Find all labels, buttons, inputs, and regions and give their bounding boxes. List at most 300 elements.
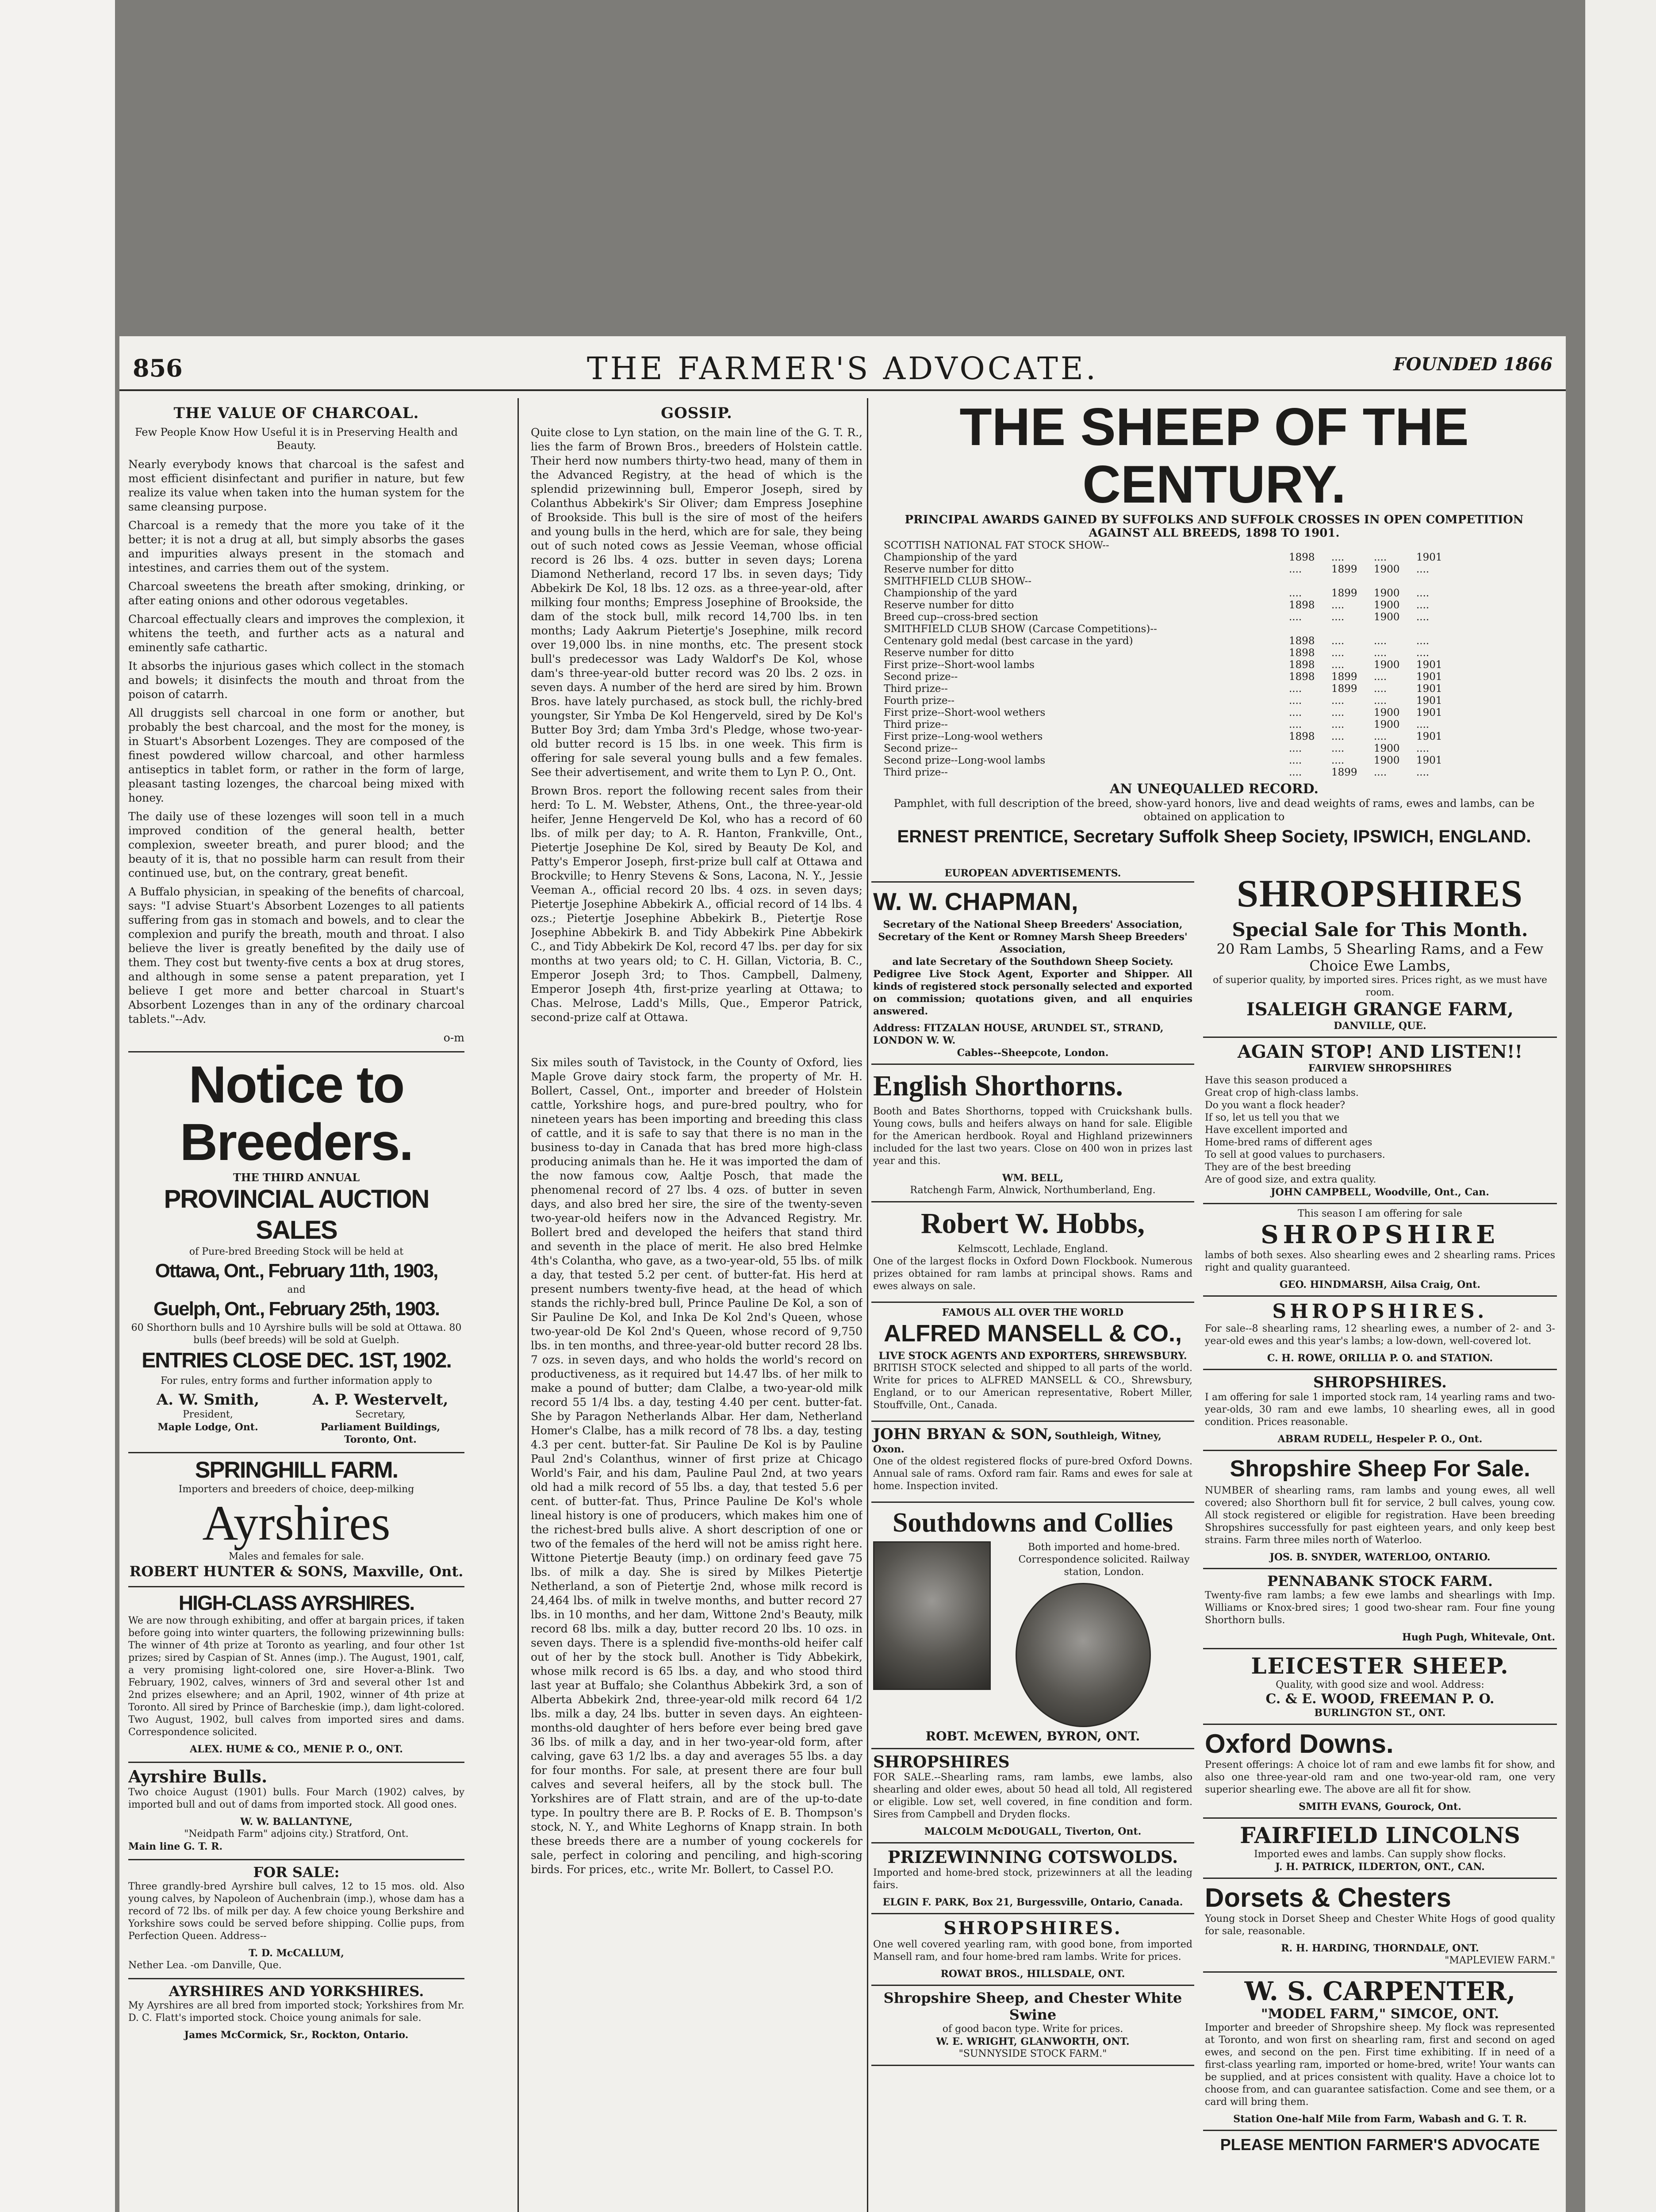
award-label: Reserve number for ditto	[884, 599, 1014, 611]
award-year: ....	[1416, 635, 1430, 647]
forsale-ad	[128, 1859, 464, 1972]
paragraph: Brown Bros. report the following recent sales from their herd: To L. M. Webster, Athens, Ont., the three-year-old heifer, Jenne Hengerveld De Kol, who has a record of 60 lbs. of milk per day; to A. R. Hanton, Frankville, Ont., Pietertje Josephine De Kol, sired by Beauty De Kol, and Patty's Emperor Joseph, first-prize bull calf at Ottawa and Brockville; to Henry Stevens & Sons, Lacona, N. Y., Jessie Veeman A., official record 20 lbs. 4 ozs. in seven days; Pietertje Josephine Abbekirk A., official record of 14 lbs. 4 ozs.; Pietertje Josephine Abbekirk B., Pietertje Rose Josephine Abbekirk B. and Tidy Abbekirk Pine Abbekirk C., and Tidy Abbekirk De Kol, record 47 lbs. per day for six months at two years old; to C. H. Gillan, Victoria, B. C., Emperor Joseph 3rd; to Thos. Campbell, Dalmeny, Emperor Joseph 4th, first-prize yearling at Ottawa; to Chas. Melrose, Ladd's Mills, Que., Emperor Patrick, second-prize calf at Ottawa.	[531, 784, 862, 1024]
paragraph: Quite close to Lyn station, on the main line of the G. T. R., lies the farm of Brown Bros., breeders of Holstein cattle. Their herd now numbers thirty-two head, many of them in the Advanced Registry, at the head of which is the splendid prizewinning bull, Emperor Joseph, sired by Colanthus Abbekirk's Sir Oliver; dam Empress Josephine of Brookside. This bull is the sire of most of the heifers and young bulls in the herd, which are for sale, they being out of such noted cows as Jessie Veeman, whose official record is 26 lbs. 4 ozs. butter in seven days; Lorena Diamond Netherland, record 17 lbs. in seven days; Tidy Abbekirk De Kol, 18 lbs. 12 ozs. as a three-year-old, after milking four months; Empress Josephine of Brookside, the dam of the stock bull, milk record 14,700 lbs. in ten months; Lady Aakrum Pietertje's Josephine, milk record over 19,000 lbs. in nine months, etc. The present stock bull's predecessor was Lady Waldorf's De Kol, whose dam's three-year-old butter record was 20 lbs. 2 ozs. in seven days. A number of the herd are sired by him. Brown Bros. have lately purchased, as stock bull, the richly-bred youngster, Sir Ymba De Kol Hengerveld, sired by De Kol's Butter Boy 3rd; dam Ymba 3rd's Pledge, whose two-year-old butter record is 15 lbs. in one week. This firm is offering for sale several young bulls and a few females. See their advertisement, and write them to Lyn P. O., Ont.	[531, 426, 862, 779]
award-row	[880, 599, 1455, 611]
ad-line: If so, let us tell you that we	[1205, 1112, 1340, 1123]
ad-subtitle: "MODEL FARM," SIMCOE, ONT.	[1261, 2006, 1499, 2022]
ad-line: Station One-half Mile from Farm, Wabash and G. T. R.	[1233, 2113, 1527, 2125]
award-year: ....	[1331, 635, 1345, 647]
ad-line: Secretary of the Kent or Romney Marsh Sheep Breeders' Association,	[878, 931, 1188, 955]
award-year: 1900	[1374, 743, 1400, 754]
ad-headline: SHROPSHIRE	[1261, 1220, 1499, 1249]
award-year	[1328, 576, 1370, 588]
ad-line: For rules, entry forms and further information apply to	[161, 1375, 432, 1386]
award-row	[880, 731, 1455, 743]
ad-owner: T. D. McCALLUM,	[249, 1947, 344, 1959]
award-label: Third prize--	[884, 767, 948, 778]
ad-headline: Ayrshires	[202, 1496, 391, 1551]
ad-headline: SHROPSHIRES	[1237, 872, 1523, 915]
ad-owner: James McCormick, Sr., Rockton, Ontario.	[184, 2029, 409, 2041]
contact-name: A. W. Smith,	[156, 1391, 260, 1409]
award-year: 1900	[1374, 707, 1400, 718]
scan-background-right	[1585, 0, 1656, 2212]
contact-name: A. P. Westervelt,	[312, 1391, 448, 1409]
ad-headline: SHROPSHIRES.	[1313, 1374, 1447, 1391]
ad-text: Young stock in Dorset Sheep and Chester White Hogs of good quality for sale, reasonable.	[1205, 1913, 1555, 1937]
ad-line: FAMOUS ALL OVER THE WORLD	[942, 1307, 1124, 1318]
founded-date: FOUNDED 1866	[1393, 354, 1552, 375]
ad-owner: WM. BELL,	[1002, 1172, 1064, 1184]
award-year: ....	[1331, 755, 1345, 766]
ad-owner: W. W. BALLANTYNE,	[240, 1816, 353, 1828]
ad-text: One of the largest flocks in Oxford Down Flockbook. Numerous prizes obtained for ram lambs at principal shows. Rams and ewes always on sale.	[873, 1256, 1192, 1292]
ad-text: lambs of both sexes. Also shearling ewes and 2 shearling rams. Prices right and quality guaranteed.	[1205, 1250, 1555, 1273]
ad-line: This season I am offering for sale	[1298, 1208, 1462, 1219]
ad-text: of superior quality, by imported sires. Prices right, as we must have room.	[1212, 975, 1548, 998]
award-year: 1900	[1374, 659, 1400, 671]
ad-subtitle: Special Sale for This Month.	[1232, 919, 1528, 941]
award-year: ....	[1331, 552, 1345, 563]
ad-owner: ELGIN F. PARK, Box 21, Burgessville, Ontario, Canada.	[882, 1897, 1183, 1908]
award-year: 1901	[1416, 695, 1442, 707]
section-title: EUROPEAN ADVERTISEMENTS.	[871, 867, 1194, 883]
award-year: ....	[1331, 743, 1345, 754]
award-year: 1898	[1289, 552, 1315, 563]
rudell-ad	[1203, 1370, 1557, 1451]
award-row	[880, 695, 1455, 707]
award-label: Reserve number for ditto	[884, 647, 1014, 659]
ad-line: Males and females for sale.	[228, 1551, 364, 1562]
gossip-title: GOSSIP.	[661, 404, 732, 422]
ad-headline: PENNABANK STOCK FARM.	[1267, 1573, 1493, 1590]
award-year: ....	[1374, 683, 1387, 695]
newspaper-page	[119, 336, 1566, 2212]
award-label: Third prize--	[884, 719, 948, 730]
award-year: ....	[1374, 695, 1387, 707]
award-year: ....	[1331, 611, 1345, 623]
award-year: 1901	[1416, 552, 1442, 563]
award-year: ....	[1289, 707, 1302, 718]
ad-owner: C. & E. WOOD, FREEMAN P. O.	[1265, 1691, 1495, 1707]
ad-owner: C. H. ROWE, ORILLIA P. O. and STATION.	[1267, 1352, 1493, 1364]
award-label: Championship of the yard	[884, 588, 1017, 599]
ad-owner: JOS. B. SNYDER, WATERLOO, ONTARIO.	[1269, 1551, 1491, 1563]
highclass-ad	[128, 1586, 464, 1755]
ad-line: DANVILLE, QUE.	[1334, 1020, 1426, 1032]
award-year: 1898	[1289, 671, 1315, 683]
paragraph: Nearly everybody knows that charcoal is the safest and most efficient disinfectant and purifier in nature, but few realize its value when taken into the human system for the same cleansing purpose.	[128, 458, 464, 513]
award-row	[880, 671, 1455, 683]
sheep-of-century-ad	[871, 398, 1557, 858]
award-year: 1900	[1374, 599, 1400, 611]
mcdougall-shropshires-ad	[871, 1749, 1194, 1843]
award-year: 1899	[1331, 683, 1357, 695]
ad-line: and late Secretary of the Southdown Sheep Society.	[892, 956, 1173, 968]
award-year: ....	[1374, 635, 1387, 647]
paragraph: All druggists sell charcoal in one form or another, but probably the best charcoal, and the most for the money, is in Stuart's Absorbent Lozenges. They are composed of the finest powdered willow charcoal, and other harmless antiseptics in tablet form, or rather in the form of large, pleasant tasting lozenges, the charcoal being mixed with honey.	[128, 707, 464, 804]
springhill-ad	[128, 1452, 464, 1580]
footer-notice: PLEASE MENTION FARMER'S ADVOCATE	[1220, 2135, 1540, 2154]
ad-line: Cables--Sheepcote, London.	[957, 1047, 1109, 1059]
award-row	[880, 707, 1455, 719]
award-year: ....	[1289, 719, 1302, 730]
paragraph: Charcoal effectually clears and improves the complexion, it whitens the teeth, and further acts as a natural and eminently safe cathartic.	[128, 613, 464, 654]
award-year: ....	[1416, 647, 1430, 659]
ad-headline: SHROPSHIRES	[873, 1753, 1010, 1771]
award-label: Centenary gold medal (best carcase in the yard)	[884, 635, 1133, 647]
again-stop-ad	[1203, 1038, 1557, 1204]
ad-headline: Oxford Downs.	[1205, 1729, 1394, 1759]
paragraph: It absorbs the injurious gases which collect in the stomach and bowels; it disinfects the mouth and throat from the poison of catarrh.	[128, 660, 464, 701]
ad-text: Imported and home-bred stock, prizewinners at all the leading fairs.	[873, 1867, 1192, 1891]
award-year: 1900	[1374, 611, 1400, 623]
contact-place: Parliament Buildings, Toronto, Ont.	[320, 1421, 441, 1445]
ad-contacts	[128, 1391, 464, 1446]
paragraph: Charcoal is a remedy that the more you take of it the better; it is not a drug at all, but simply absorbs the gases and impurities always present in the stomach and intestines, and carries them out of the system.	[128, 519, 464, 574]
ad-owner: J. H. PATRICK, ILDERTON, ONT., CAN.	[1275, 1861, 1485, 1873]
award-year: ....	[1416, 611, 1430, 623]
award-year: ....	[1289, 611, 1302, 623]
column-sheep-ads	[1203, 867, 1557, 2212]
award-year: ....	[1374, 552, 1387, 563]
ad-line: Home-bred rams of different ages	[1205, 1137, 1372, 1148]
cotswolds-ad	[871, 1843, 1194, 1914]
snyder-ad	[1203, 1451, 1557, 1569]
ad-line: Are of good size, and extra quality.	[1205, 1174, 1376, 1185]
shorthorns-ad	[871, 1065, 1194, 1202]
award-year: 1899	[1331, 671, 1357, 683]
award-year: 1899	[1331, 588, 1357, 599]
award-year: ....	[1331, 731, 1345, 742]
paragraph: A Buffalo physician, in speaking of the benefits of charcoal, says: "I advise Stuart's Absorbent Lozenges to all patients suffering from gas in stomach and bowels, and to clear the complexion and purify the breath, mouth and throat. I also believe the liver is greatly benefited by the daily use of them. They cost but twenty-five cents a box at drug stores, and although in some sense a patent preparation, yet I believe I get more and better charcoal in Stuart's Absorbent Lozenges than in any of the ordinary charcoal tablets."--Adv.	[128, 885, 464, 1025]
award-year	[1285, 540, 1328, 552]
award-row	[880, 564, 1455, 576]
ad-owner: ALEX. HUME & CO., MENIE P. O., ONT.	[190, 1743, 403, 1755]
award-year: 1899	[1331, 564, 1357, 575]
ad-line: Main line G. T. R.	[128, 1841, 223, 1852]
ad-owner: ISALEIGH GRANGE FARM,	[1246, 999, 1514, 1020]
award-row	[880, 611, 1455, 623]
ad-text: BRITISH STOCK selected and shipped to all parts of the world. Write for prices to ALFRED MANSELL & CO., Shrewsbury, England, or to our American representative, Robert Miller, Stouffville, Ont., Canada.	[873, 1363, 1192, 1411]
ad-headline: PROVINCIAL AUCTION SALES	[164, 1185, 429, 1244]
ad-text: 20 Ram Lambs, 5 Shearling Rams, and a Few Choice Ewe Lambs,	[1216, 941, 1544, 974]
award-year: ....	[1331, 647, 1345, 659]
wright-ad	[871, 1986, 1194, 2066]
award-label: SMITHFIELD CLUB SHOW--	[884, 576, 1032, 587]
ad-line: 60 Shorthorn bulls and 10 Ayrshire bulls will be sold at Ottawa. 80 bulls (beef breeds) will be sold at Guelph.	[131, 1322, 462, 1346]
award-year	[1370, 623, 1413, 635]
ad-owner: ROBT. McEWEN, BYRON, ONT.	[925, 1729, 1140, 1743]
masthead: THE FARMER'S ADVOCATE.	[586, 350, 1099, 387]
award-label: First prize--Short-wool wethers	[884, 707, 1046, 718]
signature: o-m	[443, 1031, 464, 1044]
ad-line: Secretary of the National Sheep Breeders' Association,	[883, 919, 1183, 930]
contact-role: President,	[183, 1409, 233, 1420]
ad-headline: ENTRIES CLOSE DEC. 1ST, 1902.	[142, 1349, 451, 1372]
dorsets-ad	[1203, 1879, 1557, 1973]
award-year: ....	[1416, 743, 1430, 754]
ad-headline: JOHN BRYAN & SON,	[873, 1425, 1053, 1443]
award-row	[880, 552, 1455, 564]
award-label: Breed cup--cross-bred section	[884, 611, 1039, 623]
ad-date: Ottawa, Ont., February 11th, 1903,	[155, 1260, 438, 1282]
award-label: Second prize--	[884, 743, 958, 754]
column-rule	[518, 398, 519, 2212]
award-year	[1285, 623, 1328, 635]
article-subtitle: Few People Know How Useful it is in Preserving Health and Beauty.	[134, 426, 458, 452]
scan-background-left	[0, 0, 115, 2212]
award-label: SCOTTISH NATIONAL FAT STOCK SHOW--	[884, 540, 1109, 551]
ad-line: Have this season produced a	[1205, 1075, 1347, 1086]
ad-owner: GEO. HINDMARSH, Ailsa Craig, Ont.	[1279, 1279, 1481, 1290]
ad-text: Booth and Bates Shorthorns, topped with Cruickshank bulls. Young cows, bulls and heifers always on hand for sale. Eligible for the American herdbook. Royal and Highland prizewinners included for the last two years. Close on 400 won in prizes last year and this.	[873, 1106, 1192, 1167]
award-year: ....	[1374, 647, 1387, 659]
ad-lines	[1205, 1075, 1555, 1186]
ad-headline: PRIZEWINNING COTSWOLDS.	[887, 1847, 1178, 1867]
ad-line: of Pure-bred Breeding Stock will be held at	[189, 1246, 404, 1257]
ad-text: NUMBER of shearling rams, ram lambs and young ewes, all well covered; also Shorthorn bull fit for service, 2 bull calves, young cow. All stock registered or eligible for registration. Have been breeding Shropshires successfully for past eighteen years, and only keep best strains. Farm three miles north of Waterloo.	[1205, 1485, 1555, 1546]
page-header	[119, 336, 1566, 391]
award-year: 1898	[1289, 659, 1315, 671]
paragraph: Charcoal sweetens the breath after smoking, drinking, or after eating onions and other odorous vegetables.	[128, 580, 464, 607]
award-row	[880, 588, 1455, 599]
rowat-ad	[871, 1914, 1194, 1986]
ad-headline: SHROPSHIRES.	[943, 1918, 1122, 1939]
ad-text: One of the oldest registered flocks of pure-bred Oxford Downs. Annual sale of rams. Oxford ram fair. Rams and ewes for sale at home. Inspection invited.	[873, 1456, 1192, 1492]
ad-headline: Shropshire Sheep, and Chester White Swine	[883, 1989, 1182, 2023]
award-year: 1898	[1289, 635, 1315, 647]
award-label: Third prize--	[884, 683, 948, 695]
ad-text: One well covered yearling ram, with good bone, from imported Mansell ram, and four home-bred ram lambs. Write for prices.	[873, 1939, 1192, 1962]
award-year: 1900	[1374, 755, 1400, 766]
award-year: 1898	[1289, 599, 1315, 611]
ad-line: They are of the best breeding	[1205, 1162, 1351, 1173]
award-label: Championship of the yard	[884, 552, 1017, 563]
ad-line: Have excellent imported and	[1205, 1125, 1348, 1136]
southdowns-ad	[871, 1503, 1194, 1749]
ad-headline: W. W. CHAPMAN,	[873, 887, 1078, 915]
award-year: ....	[1289, 683, 1302, 695]
ad-owner: ABRAM RUDELL, Hespeler P. O., Ont.	[1277, 1433, 1483, 1445]
award-year: ....	[1331, 719, 1345, 730]
ad-text: of good bacon type. Write for prices.	[942, 2024, 1123, 2035]
ad-headline: Ayrshire Bulls.	[128, 1767, 268, 1786]
column-1	[128, 398, 464, 2212]
pamphlet-line: Pamphlet, with full description of the breed, show-yard honors, live and dead weights of rams, ewes and lambs, can be obtained on application to	[893, 797, 1535, 823]
award-year	[1328, 540, 1370, 552]
ad-line: BURLINGTON ST., ONT.	[1314, 1707, 1446, 1719]
award-row	[880, 743, 1455, 755]
award-year: ....	[1289, 564, 1302, 575]
shropshires-special-ad	[1203, 867, 1557, 1038]
award-year: ....	[1331, 659, 1345, 671]
ad-headline: LEICESTER SHEEP.	[1251, 1653, 1509, 1679]
award-year: 1898	[1289, 647, 1315, 659]
ad-headline: FAIRFIELD LINCOLNS	[1240, 1822, 1520, 1848]
award-year: ....	[1416, 588, 1430, 599]
ad-headline: AYRSHIRES AND YORKSHIRES.	[169, 1983, 424, 2000]
ad-owner: Hugh Pugh, Whitevale, Ont.	[1402, 1632, 1555, 1643]
ad-headline: SHROPSHIRES.	[1272, 1300, 1488, 1323]
ayrshire-bulls-ad	[128, 1762, 464, 1853]
award-row	[880, 767, 1455, 779]
ad-text: Three grandly-bred Ayrshire bull calves, 12 to 15 mos. old. Also young calves, by Napoleon of Auchenbrain (imp.), whose dam has a record of 72 lbs. of milk per day. A few choice young Berkshire and Yorkshire sows could be served before shipping. Collie pups, from Perfection Queen. Address--	[128, 1881, 464, 1942]
ad-headline: THE SHEEP OF THE CENTURY.	[959, 398, 1469, 514]
award-year: ....	[1374, 767, 1387, 778]
ad-line: "MAPLEVIEW FARM."	[1445, 1955, 1555, 1966]
award-row	[880, 719, 1455, 731]
ad-text: Present offerings: A choice lot of ram and ewe lambs fit for show, and also one three-year-old ram and one two-year-old ram, one very superior shearling ewe. The above are all fit for show.	[1205, 1759, 1555, 1795]
ad-headline: SPRINGHILL FARM.	[195, 1457, 398, 1483]
ad-headline: HIGH-CLASS AYRSHIRES.	[178, 1591, 414, 1614]
award-year: ....	[1289, 755, 1302, 766]
award-year: 1901	[1416, 683, 1442, 695]
prentice-line: ERNEST PRENTICE, Secretary Suffolk Sheep Society, IPSWICH, ENGLAND.	[897, 827, 1531, 846]
ad-text: Both imported and home-bred. Correspondence solicited. Railway station, London.	[1018, 1542, 1190, 1578]
ad-text: FOR SALE.--Shearling rams, ram lambs, ewe lambs, also shearling and older ewes, about 50 head all told, All registered or eligible. Low set, well covered, in fine condition and form. Sires from Campbell and Dryden flocks.	[873, 1772, 1192, 1820]
award-label: Fourth prize--	[884, 695, 955, 707]
sheep-photo	[873, 1541, 991, 1690]
award-row	[880, 659, 1455, 671]
auction-ad	[128, 1051, 464, 1446]
ad-headline: English Shorthorns.	[873, 1070, 1123, 1102]
award-year: ....	[1289, 588, 1302, 599]
ad-line: Southleigh, Witney, Oxon.	[873, 1430, 1162, 1455]
award-label: First prize--Short-wool lambs	[884, 659, 1035, 671]
award-year: 1898	[1289, 731, 1315, 742]
hobbs-ad	[871, 1202, 1194, 1303]
award-year: ....	[1374, 671, 1387, 683]
ad-line: Do you want a flock header?	[1205, 1100, 1346, 1111]
carpenter-ad	[1203, 1973, 1557, 2131]
ad-line: Kelmscott, Lechlade, England.	[957, 1244, 1108, 1255]
award-year: ....	[1374, 731, 1387, 742]
column-european	[871, 867, 1194, 2212]
ad-headline: ALFRED MANSELL & CO.,	[884, 1320, 1182, 1347]
ad-subtitle: PRINCIPAL AWARDS GAINED BY SUFFOLKS AND SUFFOLK CROSSES IN OPEN COMPETITION AGAINST ALL BREEDS, 1898 TO 1901.	[905, 513, 1524, 540]
fairfield-ad	[1203, 1819, 1557, 1879]
award-year: 1900	[1374, 588, 1400, 599]
oxford-downs-ad	[1203, 1725, 1557, 1819]
award-year	[1285, 576, 1328, 588]
award-label: First prize--Long-wool wethers	[884, 731, 1043, 742]
award-label: Reserve number for ditto	[884, 564, 1014, 575]
ad-owner: ROWAT BROS., HILLSDALE, ONT.	[940, 1968, 1125, 1980]
award-year: 1901	[1416, 659, 1442, 671]
award-row	[880, 683, 1455, 695]
ad-headline: Southdowns and Collies	[892, 1508, 1173, 1538]
award-row	[880, 635, 1455, 647]
award-row	[880, 755, 1455, 767]
ad-text: Imported ewes and lambs. Can supply show flocks.	[1254, 1849, 1506, 1860]
ad-text: Pedigree Live Stock Agent, Exporter and Shipper. All kinds of registered stock personally selected and exported on commission; quotations given, and all enquiries answered.	[873, 968, 1192, 1017]
ad-owner: SMITH EVANS, Gourock, Ont.	[1299, 1801, 1461, 1813]
yorkshires-ad	[128, 1978, 464, 2041]
page-number: 856	[133, 354, 183, 382]
award-year: ....	[1331, 599, 1345, 611]
award-row	[880, 540, 1455, 552]
ad-headline: Notice to Breeders.	[180, 1056, 413, 1171]
ad-headline: W. S. CARPENTER,	[1244, 1976, 1516, 2006]
ad-headline: Dorsets & Chesters	[1205, 1883, 1451, 1912]
award-label: SMITHFIELD CLUB SHOW (Carcase Competitions)--	[884, 623, 1157, 635]
record-line: AN UNEQUALLED RECORD.	[1110, 781, 1319, 797]
award-year: 1901	[1416, 755, 1442, 766]
award-row	[880, 623, 1455, 635]
award-year: ....	[1289, 767, 1302, 778]
paragraph: Six miles south of Tavistock, in the County of Oxford, lies Maple Grove dairy stock farm, the property of Mr. H. Bollert, Cassel, Ont., importer and breeder of Holstein cattle, Yorkshire hogs, and pure-bred poultry, who for nineteen years has been importing and breeding this class of cattle, and it is safe to say that there is no man in the business to-day in Canada that has bred more high-class producing animals than he. He it was imported the dam of the now famous cow, Aaltje Posch, that made the phenomenal record of 27 lbs. 4 ozs. of butter in seven days, and also bred her sire, the sire of the twenty-seven two-year-old heifers now in the Advanced Registry. Mr. Bollert bred and developed the heifers that stand third and seventh in the place of merit. He also bred Helmke 4th's Colantha, who gave, as a two-year-old, 55 lbs. of milk a day, that tested 5.2 per cent. of butter-fat. His herd at present numbers twenty-five head, at the head of which stands the richly-bred bull, Prince Pauline De Kol, a son of Sir Pauline De Kol, and Inka De Kol 2nd's Queen, whose two-year-old De Kol 2nd's Queen, whose record of 9,750 lbs. in ten months, and three-year-old butter record 28 lbs. 7 ozs. in seven days, and who holds the world's record on productiveness, as it required but 14.47 lbs. of her milk to make a pound of butter; dam Clalbe, a two-year-old milk record 55 1/4 lbs. a day, testing 4.40 per cent. butter-fat. She by Paragon Netherlands Albar. Her dam, Netherland Homer's Clalbe, has a milk record of 78 lbs. a day, testing 4.3 per cent. butter-fat. Sir Pauline De Kol is by Pauline Paul 2nd's Colanthus, winner of first prize at Chicago World's Fair, and his dam, Pauline Paul 2nd, at two years old had a milk record of 55 lbs. a day, that tested 5.6 per cent. of butter-fat. Thus, Prince Pauline De Kol's whole lineal history is one of producers, which makes him one of the richest-bred bulls alive. A short description of one or two of the females of the herd will not be amiss right here. Wittone Pietertje Beauty (imp.) on ordinary feed gave 75 lbs. of milk a day. She is sired by Milkes Pietertje Netherland, a son of Pietertje 2nd, whose milk record is 24,464 lbs. of milk in twelve months, and butter record 27 lbs. in 10 months, and her dam, Wittone 2nd's Beauty, milk record 68 lbs. milk a day, butter record 20 lbs. 10 ozs. in seven days. There is a splendid five-months-old heifer calf out of her by the stock bull. Another is Tidy Abbekirk, whose milk record is 65 lbs. a day, and who stood third last year at Buffalo; she Colanthus Abbekirk 3rd, a son of Alberta Abbekirk 2nd, three-year-old milk record 64 1/2 lbs. milk a day, 24 lbs. butter in seven days. An eighteen-months-old daughter of hers before ever being bred gave 36 lbs. of milk a day, and in her two-year-old form, after calving, gave 63 1/2 lbs. a day and averages 55 lbs. a day for four months. For sale, at present there are four bull calves and several heifers, all by the stock bull. The Yorkshires are of Flatt strain, and are of the up-to-date type. In poultry there are B. P. Rocks of E. B. Thompson's stock, N. Y., and White Leghorns of Knapp strain. In both these breeds there are a number of young cockerels for sale, perfect in coloring and penciling, and high-scoring birds. For prices, etc., write Mr. Bollert, to Cassel P.O.	[531, 1056, 862, 1876]
award-row	[880, 647, 1455, 659]
ad-line: Nether Lea. -om Danville, Que.	[128, 1960, 282, 1971]
award-label: Second prize--Long-wool lambs	[884, 755, 1046, 766]
ad-line: Ratchengh Farm, Alnwick, Northumberland, Eng.	[910, 1185, 1156, 1196]
ad-headline: FOR SALE:	[253, 1864, 340, 1881]
award-year: ....	[1416, 767, 1430, 778]
award-year: 1899	[1331, 767, 1357, 778]
ad-owner: R. H. HARDING, THORNDALE, ONT.	[1281, 1943, 1479, 1954]
ad-headline: AGAIN STOP! AND LISTEN!!	[1237, 1041, 1523, 1062]
ad-owner: JOHN CAMPBELL, Woodville, Ont., Can.	[1271, 1187, 1489, 1198]
ad-text: Two choice August (1901) bulls. Four March (1902) calves, by imported bull and out of dams from imported stock. All good ones.	[128, 1787, 464, 1810]
ad-line: "SUNNYSIDE STOCK FARM."	[958, 2048, 1107, 2059]
award-year: 1901	[1416, 707, 1442, 718]
award-year	[1370, 540, 1413, 552]
collie-photo	[1016, 1583, 1151, 1727]
award-year: ....	[1289, 743, 1302, 754]
ad-text: Twenty-five ram lambs; a few ewe lambs and shearlings with Imp. Williams or Knox-bred sires; 1 good two-shear ram. Four fine young Shorthorn bulls.	[1205, 1590, 1555, 1626]
award-label: Second prize--	[884, 671, 958, 683]
ad-text: Importer and breeder of Shropshire sheep. My flock was represented at Toronto, and won first on shearling ram, first and second on aged ewes, and second on the pen. First time exhibiting. If in need of a first-class yearling ram, imported or home-bred, write! Your wants can be supplied, and at prices consistent with quality. Have a choice lot to choose from, and can guarantee satisfaction. Come and see them, or a card will bring them.	[1205, 2022, 1555, 2108]
pennabank-ad	[1203, 1569, 1557, 1649]
bryan-ad	[871, 1422, 1194, 1503]
ad-line: To sell at good values to purchasers.	[1205, 1149, 1385, 1160]
ad-line: Importers and breeders of choice, deep-milking	[178, 1484, 414, 1495]
award-year	[1413, 576, 1455, 588]
ad-text: For sale--8 shearling rams, 12 shearling ewes, a number of 2- and 3-year-old ewes and this year's lambs; a low-down, well-covered lot.	[1205, 1323, 1555, 1347]
leicester-ad	[1203, 1649, 1557, 1725]
hindmarsh-ad	[1203, 1204, 1557, 1297]
contact-place: Maple Lodge, Ont.	[157, 1421, 258, 1433]
award-year: 1901	[1416, 671, 1442, 683]
award-year: ....	[1331, 695, 1345, 707]
ad-owner: ROBERT HUNTER & SONS, Maxville, Ont.	[129, 1563, 464, 1580]
award-year: ....	[1289, 695, 1302, 707]
award-year: ....	[1331, 707, 1345, 718]
ad-headline: Shropshire Sheep For Sale.	[1230, 1456, 1530, 1482]
ad-owner: W. E. WRIGHT, GLANWORTH, ONT.	[936, 2036, 1130, 2047]
ad-line: Great crop of high-class lambs.	[1205, 1087, 1359, 1098]
article-title: THE VALUE OF CHARCOAL.	[173, 404, 419, 422]
awards-table	[880, 540, 1455, 779]
award-row	[880, 576, 1455, 588]
rowe-ad	[1203, 1297, 1557, 1370]
column-rule	[867, 398, 868, 2212]
ad-owner: MALCOLM McDOUGALL, Tiverton, Ont.	[924, 1826, 1142, 1837]
award-year: 1900	[1374, 564, 1400, 575]
ad-line: "Neidpath Farm" adjoins city.) Stratford, Ont.	[184, 1828, 409, 1839]
ad-text: My Ayrshires are all bred from imported stock; Yorkshires from Mr. D. C. Flatt's imported stock. Choice young animals for sale.	[128, 2000, 464, 2024]
award-year: 1900	[1374, 719, 1400, 730]
award-year: ....	[1416, 564, 1430, 575]
award-year	[1328, 623, 1370, 635]
ad-address: Address: FITZALAN HOUSE, ARUNDEL ST., STRAND, LONDON W. W.	[873, 1022, 1164, 1046]
mansell-ad	[871, 1303, 1194, 1422]
award-year: ....	[1416, 719, 1430, 730]
ad-text: We are now through exhibiting, and offer at bargain prices, if taken before going into winter quarters, the following prizewinning bulls: The winner of 4th prize at Toronto as yearling, and four other 1st prizes; sired by Caspian of St. Annes (imp.). The August, 1901, calf, a very promising light-colored one, sire Hover-a-Blink. Two February, 1902, calves, winners of 3rd and several other 1st and 2nd prizes elsewhere; and an April, 1902, winner of 4th prize at Toronto. All sired by Prince of Barcheskie (imp.), dam light-colored. Two August, 1902, bull calves from imported sires and dams. Correspondence solicited.	[128, 1615, 464, 1738]
contact-role: Secretary,	[355, 1409, 406, 1420]
paragraph: The daily use of these lozenges will soon tell in a much improved condition of the general health, better complexion, sweeter breath, and purer blood; and the beauty of it is, that no possible harm can result from their continued use, but, on the contrary, great benefit.	[128, 810, 464, 879]
ad-line: THE THIRD ANNUAL	[233, 1171, 360, 1184]
